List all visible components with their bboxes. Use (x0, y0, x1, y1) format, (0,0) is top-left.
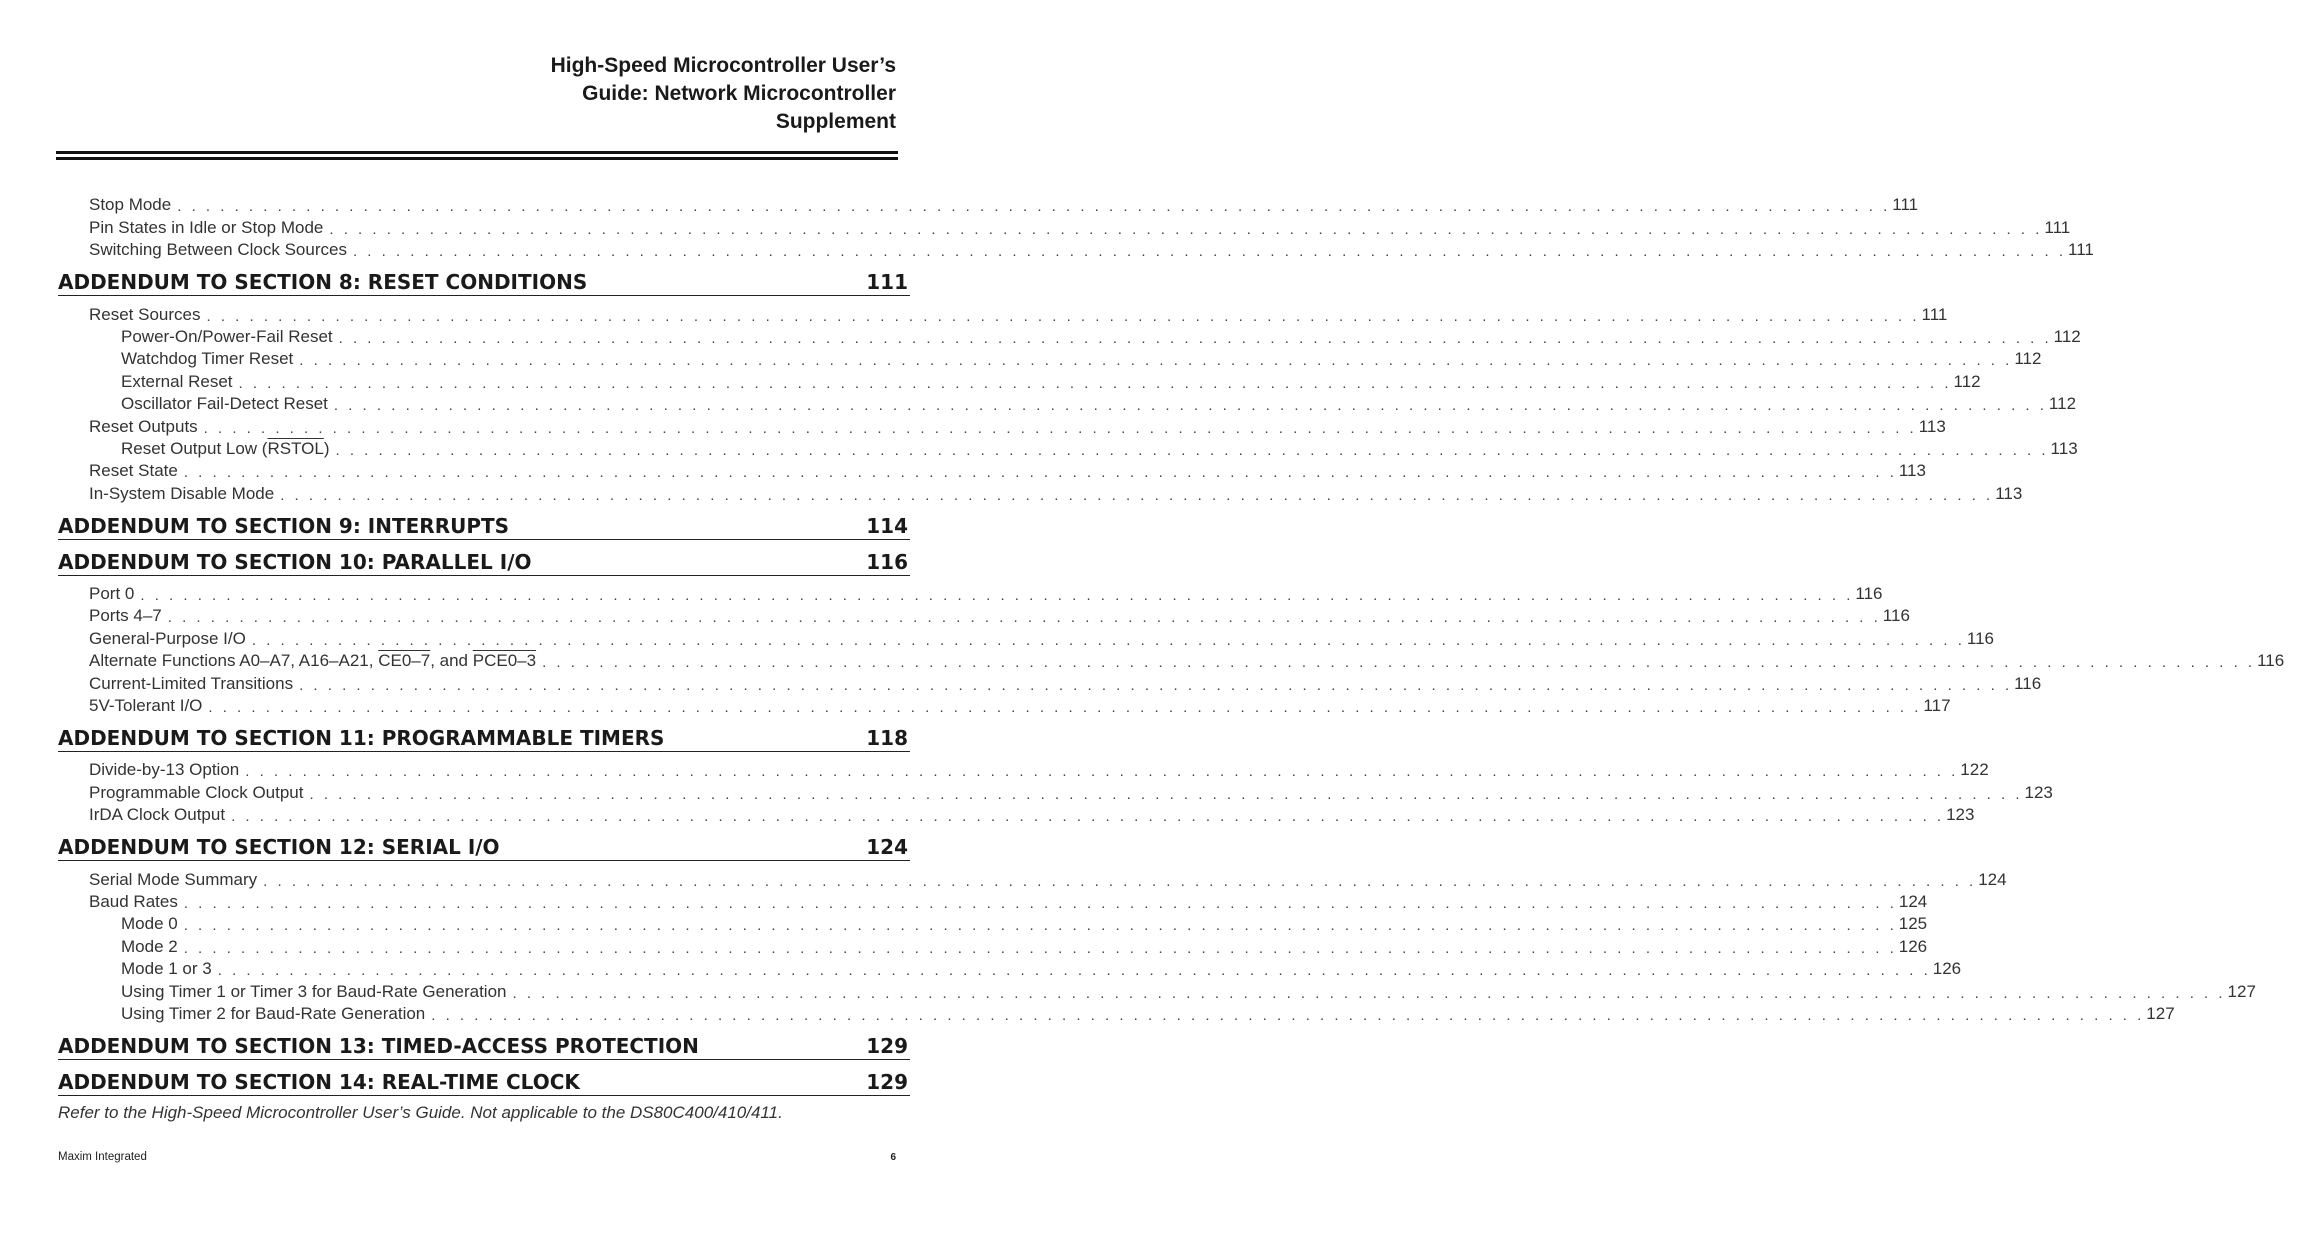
section-page-number: 124 (866, 835, 908, 860)
document-title (296, 52, 896, 136)
toc-section-heading (58, 1068, 910, 1096)
dot-leader: . . . . . . . . . . . . . . . . . . . . . . . . . . . . . . . . . . . . . . . . . . . . . . . . . . . . . . . . . . . . . . . . . . . . . . . . . . . . . . . . . . . . . . . . . . . . . . . . . . . . . . . . . . . . . . . . . . . . . . . . (140, 587, 1854, 605)
entry-title (121, 439, 336, 459)
footer-company: Maxim Integrated (58, 1151, 147, 1163)
entry-title: Mode 0 (121, 914, 178, 934)
entry-page-number: 111 (2044, 217, 2071, 237)
footer-page-number: 6 (890, 1152, 896, 1163)
entry-title: General-Purpose I/O (89, 628, 246, 648)
entry-title: Stop Mode (89, 195, 172, 215)
toc-section-heading (58, 833, 910, 861)
entry-title: Reset State (89, 461, 178, 481)
overlined-signal-name: PCE0–3 (472, 651, 537, 671)
entry-page-number: 112 (2053, 326, 2081, 346)
entry-title: Programmable Clock Output (89, 782, 304, 802)
entry-title: Port 0 (89, 584, 135, 604)
section-page-number: 111 (866, 270, 908, 295)
title-line: Supplement (775, 110, 896, 133)
entry-title: Power-On/Power-Fail Reset (121, 326, 333, 346)
dot-leader: . . . . . . . . . . . . . . . . . . . . . . . . . . . . . . . . . . . . . . . . . . . . . . . . . . . . . . . . . . . . . . . . . . . . . . . . . . . . . . . . . . . . . . . . . . . . . . . . . . . . . . . . . . . . . . . . . . . . . . . . (183, 939, 1897, 957)
dot-leader: . . . . . . . . . . . . . . . . . . . . . . . . . . . . . . . . . . . . . . . . . . . . . . . . . . . . . . . . . . . . . . . . . . . . . . . . . . . . . . . . . . . . . . . . . . . . . . . . . . . . . . . . . . . . . . . . . . . . . . . . (352, 243, 2066, 261)
entry-page-number: 113 (1995, 483, 2023, 503)
dot-leader: . . . . . . . . . . . . . . . . . . . . . . . . . . . . . . . . . . . . . . . . . . . . . . . . . . . . . . . . . . . . . . . . . . . . . . . . . . . . . . . . . . . . . . . . . . . . . . . . . . . . . . . . . . . . . . . . . . . . . . . . (299, 352, 2013, 370)
entry-page-number: 127 (2227, 981, 2256, 1001)
entry-title-part: Reset Output Low ( (121, 438, 268, 458)
toc-entry (58, 912, 1928, 935)
dot-leader: . . . . . . . . . . . . . . . . . . . . . . . . . . . . . . . . . . . . . . . . . . . . . . . . . . . . . . . . . . . . . . . . . . . . . . . . . . . . . . . . . . . . . . . . . . . . . . . . . . . . . . . . . . . . . . . . . . . . . . . . (512, 984, 2226, 1002)
toc-entry (58, 414, 1946, 437)
toc-entry (58, 481, 2023, 504)
toc-entry (58, 649, 2285, 672)
section-title: ADDENDUM TO SECTION 12: SERIAL I/O (58, 835, 500, 860)
toc-note: Refer to the High-Speed Microcontroller User’s Guide. Not applicable to the DS80C400/410/411. (58, 1102, 783, 1122)
dot-leader: . . . . . . . . . . . . . . . . . . . . . . . . . . . . . . . . . . . . . . . . . . . . . . . . . . . . . . . . . . . . . . . . . . . . . . . . . . . . . . . . . . . . . . . . . . . . . . . . . . . . . . . . . . . . . . . . . . . . . . . . (183, 894, 1897, 912)
entry-page-number: 113 (1918, 416, 1946, 436)
entry-title: Serial Mode Summary (89, 869, 258, 889)
entry-title: Ports 4–7 (89, 606, 162, 626)
entry-title: In-System Disable Mode (89, 483, 275, 503)
entry-page-number: 113 (2050, 438, 2078, 458)
entry-page-number: 116 (1966, 628, 1994, 648)
entry-page-number: 116 (2257, 651, 2285, 671)
toc-entry (58, 626, 1994, 649)
toc-entry (58, 347, 2042, 370)
title-line: Guide: Network Microcontroller (582, 82, 896, 105)
entry-title: Divide-by-13 Option (89, 760, 240, 780)
toc-entry (58, 694, 1951, 717)
entry-page-number: 111 (2068, 240, 2094, 260)
toc-section-heading (58, 512, 910, 540)
entry-title: Using Timer 1 or Timer 3 for Baud-Rate Generation (121, 981, 507, 1001)
entry-page-number: 111 (1892, 195, 1919, 215)
dot-leader: . . . . . . . . . . . . . . . . . . . . . . . . . . . . . . . . . . . . . . . . . . . . . . . . . . . . . . . . . . . . . . . . . . . . . . . . . . . . . . . . . . . . . . . . . . . . . . . . . . . . . . . . . . . . . . . . . . . . . . . . (338, 329, 2052, 347)
dot-leader: . . . . . . . . . . . . . . . . . . . . . . . . . . . . . . . . . . . . . . . . . . . . . . . . . . . . . . . . . . . . . . . . . . . . . . . . . . . . . . . . . . . . . . . . . . . . . . . . . . . . . . . . . . . . . . . . . . . . . . . . (251, 631, 1965, 649)
entry-title-part: , and (430, 651, 473, 671)
entry-page-number: 123 (2024, 782, 2053, 802)
entry-title: Watchdog Timer Reset (121, 349, 294, 369)
dot-leader: . . . . . . . . . . . . . . . . . . . . . . . . . . . . . . . . . . . . . . . . . . . . . . . . . . . . . . . . . . . . . . . . . . . . . . . . . . . . . . . . . . . . . . . . . . . . . . . . . . . . . . . . . . . . . . . . . . . . . . . . (238, 374, 1952, 392)
dot-leader: . . . . . . . . . . . . . . . . . . . . . . . . . . . . . . . . . . . . . . . . . . . . . . . . . . . . . . . . . . . . . . . . . . . . . . . . . . . . . . . . . . . . . . . . . . . . . . . . . . . . . . . . . . . . . . . . . . . . . . . . (245, 763, 1959, 781)
entry-title: IrDA Clock Output (89, 805, 226, 825)
entry-page-number: 111 (1921, 304, 1948, 324)
toc-entry (58, 392, 2077, 415)
entry-page-number: 112 (2014, 349, 2042, 369)
dot-leader: . . . . . . . . . . . . . . . . . . . . . . . . . . . . . . . . . . . . . . . . . . . . . . . . . . . . . . . . . . . . . . . . . . . . . . . . . . . . . . . . . . . . . . . . . . . . . . . . . . . . . . . . . . . . . . . . . . . . . . . . (431, 1006, 2145, 1024)
dot-leader: . . . . . . . . . . . . . . . . . . . . . . . . . . . . . . . . . . . . . . . . . . . . . . . . . . . . . . . . . . . . . . . . . . . . . . . . . . . . . . . . . . . . . . . . . . . . . . . . . . . . . . . . . . . . . . . . . . . . . . . . (542, 654, 2256, 672)
toc-entry (58, 238, 2094, 261)
toc-entry (58, 957, 1962, 980)
dot-leader: . . . . . . . . . . . . . . . . . . . . . . . . . . . . . . . . . . . . . . . . . . . . . . . . . . . . . . . . . . . . . . . . . . . . . . . . . . . . . . . . . . . . . . . . . . . . . . . . . . . . . . . . . . . . . . . . . . . . . . . . (203, 419, 1917, 437)
toc-entry (58, 369, 1981, 392)
toc-entry (58, 302, 1948, 325)
toc-entry (58, 193, 1919, 216)
dot-leader: . . . . . . . . . . . . . . . . . . . . . . . . . . . . . . . . . . . . . . . . . . . . . . . . . . . . . . . . . . . . . . . . . . . . . . . . . . . . . . . . . . . . . . . . . . . . . . . . . . . . . . . . . . . . . . . . . . . . . . . . (280, 486, 1994, 504)
dot-leader: . . . . . . . . . . . . . . . . . . . . . . . . . . . . . . . . . . . . . . . . . . . . . . . . . . . . . . . . . . . . . . . . . . . . . . . . . . . . . . . . . . . . . . . . . . . . . . . . . . . . . . . . . . . . . . . . . . . . . . . . (299, 676, 2013, 694)
entry-title: Mode 1 or 3 (121, 959, 212, 979)
dot-leader: . . . . . . . . . . . . . . . . . . . . . . . . . . . . . . . . . . . . . . . . . . . . . . . . . . . . . . . . . . . . . . . . . . . . . . . . . . . . . . . . . . . . . . . . . . . . . . . . . . . . . . . . . . . . . . . . . . . . . . . . (206, 307, 1920, 325)
overlined-signal-name: RSTOL (267, 438, 324, 458)
entry-title: Baud Rates (89, 891, 178, 911)
toc-entry (58, 582, 1883, 605)
toc-entry (58, 1002, 2175, 1024)
toc-section-heading (58, 268, 910, 296)
toc-section-heading (58, 724, 910, 752)
entry-page-number: 124 (1898, 891, 1928, 911)
section-title: ADDENDUM TO SECTION 10: PARALLEL I/O (58, 549, 532, 574)
dot-leader: . . . . . . . . . . . . . . . . . . . . . . . . . . . . . . . . . . . . . . . . . . . . . . . . . . . . . . . . . . . . . . . . . . . . . . . . . . . . . . . . . . . . . . . . . . . . . . . . . . . . . . . . . . . . . . . . . . . . . . . . (183, 464, 1897, 482)
dot-leader: . . . . . . . . . . . . . . . . . . . . . . . . . . . . . . . . . . . . . . . . . . . . . . . . . . . . . . . . . . . . . . . . . . . . . . . . . . . . . . . . . . . . . . . . . . . . . . . . . . . . . . . . . . . . . . . . . . . . . . . . (335, 441, 2049, 459)
dot-leader: . . . . . . . . . . . . . . . . . . . . . . . . . . . . . . . . . . . . . . . . . . . . . . . . . . . . . . . . . . . . . . . . . . . . . . . . . . . . . . . . . . . . . . . . . . . . . . . . . . . . . . . . . . . . . . . . . . . . . . . . (208, 699, 1922, 717)
toc-entry (58, 979, 2256, 1002)
entry-title: 5V-Tolerant I/O (89, 696, 203, 716)
toc-entry (58, 215, 2071, 238)
section-title: ADDENDUM TO SECTION 11: PROGRAMMABLE TIMERS (58, 726, 665, 751)
entry-page-number: 127 (2146, 1003, 2175, 1023)
dot-leader: . . . . . . . . . . . . . . . . . . . . . . . . . . . . . . . . . . . . . . . . . . . . . . . . . . . . . . . . . . . . . . . . . . . . . . . . . . . . . . . . . . . . . . . . . . . . . . . . . . . . . . . . . . . . . . . . . . . . . . . . (217, 962, 1931, 980)
entry-title-part: Alternate Functions A0–A7, A16–A21, (89, 651, 379, 671)
toc-entry (58, 459, 1926, 482)
dot-leader: . . . . . . . . . . . . . . . . . . . . . . . . . . . . . . . . . . . . . . . . . . . . . . . . . . . . . . . . . . . . . . . . . . . . . . . . . . . . . . . . . . . . . . . . . . . . . . . . . . . . . . . . . . . . . . . . . . . . . . . . (167, 609, 1881, 627)
entry-title (89, 651, 542, 671)
entry-page-number: 117 (1923, 696, 1951, 716)
entry-page-number: 112 (1953, 371, 1981, 391)
toc-section-heading (58, 1032, 910, 1060)
section-page-number: 129 (866, 1033, 908, 1058)
entry-title: Current-Limited Transitions (89, 673, 294, 693)
entry-page-number: 126 (1898, 936, 1928, 956)
title-line: High-Speed Microcontroller User’s (550, 54, 896, 77)
entry-title: Pin States in Idle or Stop Mode (89, 217, 324, 237)
dot-leader: . . . . . . . . . . . . . . . . . . . . . . . . . . . . . . . . . . . . . . . . . . . . . . . . . . . . . . . . . . . . . . . . . . . . . . . . . . . . . . . . . . . . . . . . . . . . . . . . . . . . . . . . . . . . . . . . . . . . . . . . (183, 917, 1897, 935)
entry-page-number: 112 (2048, 394, 2077, 414)
entry-title: Switching Between Clock Sources (89, 240, 347, 260)
section-page-number: 114 (866, 513, 908, 538)
toc-entry (58, 758, 1989, 781)
dot-leader: . . . . . . . . . . . . . . . . . . . . . . . . . . . . . . . . . . . . . . . . . . . . . . . . . . . . . . . . . . . . . . . . . . . . . . . . . . . . . . . . . . . . . . . . . . . . . . . . . . . . . . . . . . . . . . . . . . . . . . . . (309, 785, 2023, 803)
toc-entry (58, 934, 1928, 957)
dot-leader: . . . . . . . . . . . . . . . . . . . . . . . . . . . . . . . . . . . . . . . . . . . . . . . . . . . . . . . . . . . . . . . . . . . . . . . . . . . . . . . . . . . . . . . . . . . . . . . . . . . . . . . . . . . . . . . . . . . . . . . . (333, 397, 2047, 415)
toc-entry (58, 671, 2042, 694)
dot-leader: . . . . . . . . . . . . . . . . . . . . . . . . . . . . . . . . . . . . . . . . . . . . . . . . . . . . . . . . . . . . . . . . . . . . . . . . . . . . . . . . . . . . . . . . . . . . . . . . . . . . . . . . . . . . . . . . . . . . . . . . (177, 198, 1891, 216)
toc-entry (58, 780, 2053, 803)
dot-leader: . . . . . . . . . . . . . . . . . . . . . . . . . . . . . . . . . . . . . . . . . . . . . . . . . . . . . . . . . . . . . . . . . . . . . . . . . . . . . . . . . . . . . . . . . . . . . . . . . . . . . . . . . . . . . . . . . . . . . . . . (231, 808, 1945, 826)
entry-page-number: 124 (1978, 869, 2007, 889)
toc-entry (58, 604, 1910, 627)
section-title: ADDENDUM TO SECTION 14: REAL-TIME CLOCK (58, 1069, 580, 1094)
entry-title: External Reset (121, 371, 233, 391)
entry-page-number: 125 (1898, 914, 1928, 934)
entry-page-number: 126 (1932, 959, 1962, 979)
entry-page-number: 116 (1855, 584, 1883, 604)
entry-title-part: ) (323, 438, 330, 458)
entry-page-number: 116 (1882, 606, 1910, 626)
toc-entry (58, 437, 2078, 459)
entry-page-number: 113 (1898, 461, 1926, 481)
toc-section-heading (58, 548, 910, 576)
entry-title: Using Timer 2 for Baud-Rate Generation (121, 1003, 426, 1023)
entry-page-number: 122 (1960, 760, 1989, 780)
toc-entry (58, 890, 1928, 912)
section-title: ADDENDUM TO SECTION 13: TIMED-ACCESS PROTECTION (58, 1033, 699, 1058)
section-title: ADDENDUM TO SECTION 8: RESET CONDITIONS (58, 270, 588, 295)
header-rule-bottom (56, 157, 898, 160)
section-title: ADDENDUM TO SECTION 9: INTERRUPTS (58, 513, 510, 538)
dot-leader: . . . . . . . . . . . . . . . . . . . . . . . . . . . . . . . . . . . . . . . . . . . . . . . . . . . . . . . . . . . . . . . . . . . . . . . . . . . . . . . . . . . . . . . . . . . . . . . . . . . . . . . . . . . . . . . . . . . . . . . . (263, 872, 1977, 890)
dot-leader: . . . . . . . . . . . . . . . . . . . . . . . . . . . . . . . . . . . . . . . . . . . . . . . . . . . . . . . . . . . . . . . . . . . . . . . . . . . . . . . . . . . . . . . . . . . . . . . . . . . . . . . . . . . . . . . . . . . . . . . . (329, 220, 2043, 238)
section-page-number: 116 (866, 549, 908, 574)
toc-entry (58, 803, 1975, 826)
toc-entry (58, 325, 2081, 347)
entry-title: Oscillator Fail-Detect Reset (121, 394, 328, 414)
entry-page-number: 116 (2014, 673, 2042, 693)
toc-entry (58, 867, 2007, 890)
entry-page-number: 123 (1946, 805, 1975, 825)
header-rule-top (56, 151, 898, 154)
entry-title: Mode 2 (121, 936, 178, 956)
section-page-number: 118 (866, 726, 908, 751)
entry-title: Reset Sources (89, 304, 201, 324)
section-page-number: 129 (866, 1069, 908, 1094)
overlined-signal-name: CE0–7 (378, 651, 431, 671)
table-of-contents (58, 193, 2285, 1123)
entry-title: Reset Outputs (89, 416, 198, 436)
